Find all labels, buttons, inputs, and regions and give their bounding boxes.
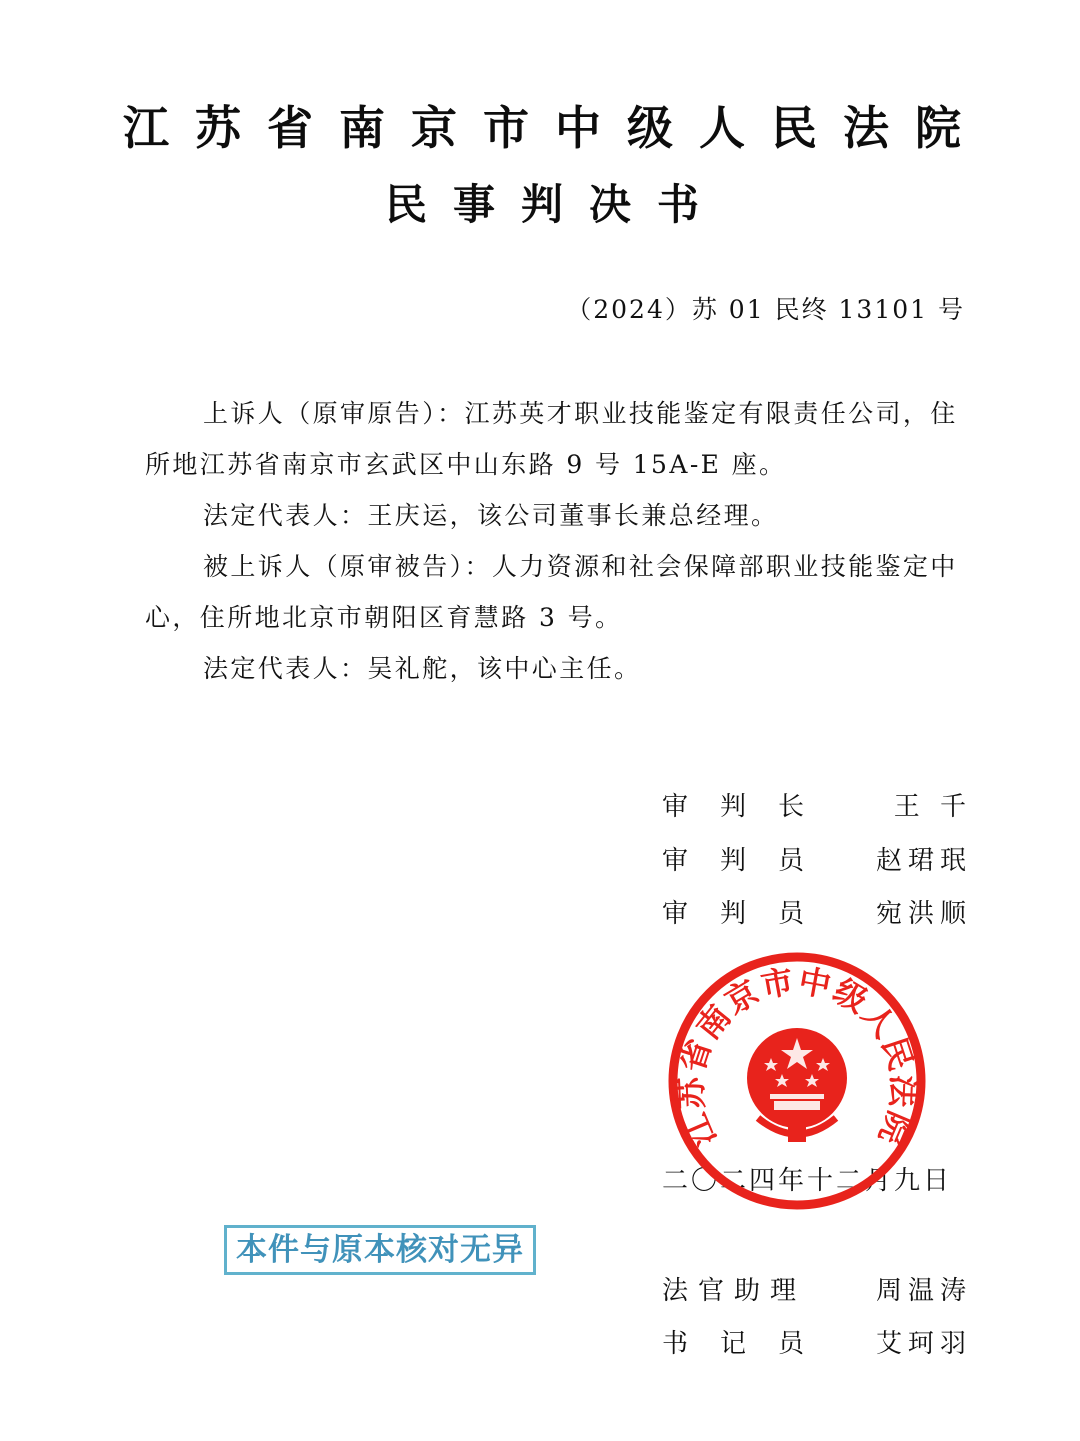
clerk-name: 艾珂羽 (875, 1329, 972, 1359)
judge-role: 审判长 (662, 792, 837, 822)
judge-role: 审判员 (662, 899, 837, 929)
judge-name: 赵珺珉 (875, 846, 972, 876)
appellant-info: 上诉人（原审原告）：江苏英才职业技能鉴定有限责任公司，住所地江苏省南京市玄武区中山东路 9 号 15A-E 座。 (145, 399, 958, 479)
judge-row (662, 840, 972, 880)
appellee-representative: 法定代表人：吴礼舵，该中心主任。 (203, 654, 642, 683)
court-name: 江苏省南京市中级人民法院 (123, 101, 987, 155)
copy-verified-stamp: 本件与原本核对无异 (224, 1225, 536, 1275)
judge-name: 王 千 (893, 792, 972, 822)
document-type: 民事判决书 (384, 180, 725, 229)
court-seal-icon (666, 950, 928, 1212)
seal-text: 江苏省南京市中级人民法院 (671, 961, 923, 1153)
appellee-info: 被上诉人（原审被告）：人力资源和社会保障部职业技能鉴定中心，住所地北京市朝阳区育慧路 3 号。 (145, 552, 958, 632)
clerk-row-assistant (662, 1270, 972, 1310)
judge-name: 宛洪顺 (875, 899, 972, 929)
judge-row-presiding (662, 786, 972, 826)
clerk-role: 书记员 (662, 1329, 837, 1359)
case-number: （2024）苏 01 民终 13101 号 (566, 295, 965, 324)
appellant-representative: 法定代表人：王庆运，该公司董事长兼总经理。 (203, 501, 779, 530)
clerk-row-recorder (662, 1323, 972, 1363)
judge-role: 审判员 (662, 846, 837, 876)
clerk-name: 周温涛 (875, 1276, 972, 1306)
judgment-date: 二〇二四年十二月九日 (662, 1166, 953, 1196)
clerk-role: 法官助理 (662, 1276, 807, 1306)
judge-row (662, 893, 972, 933)
